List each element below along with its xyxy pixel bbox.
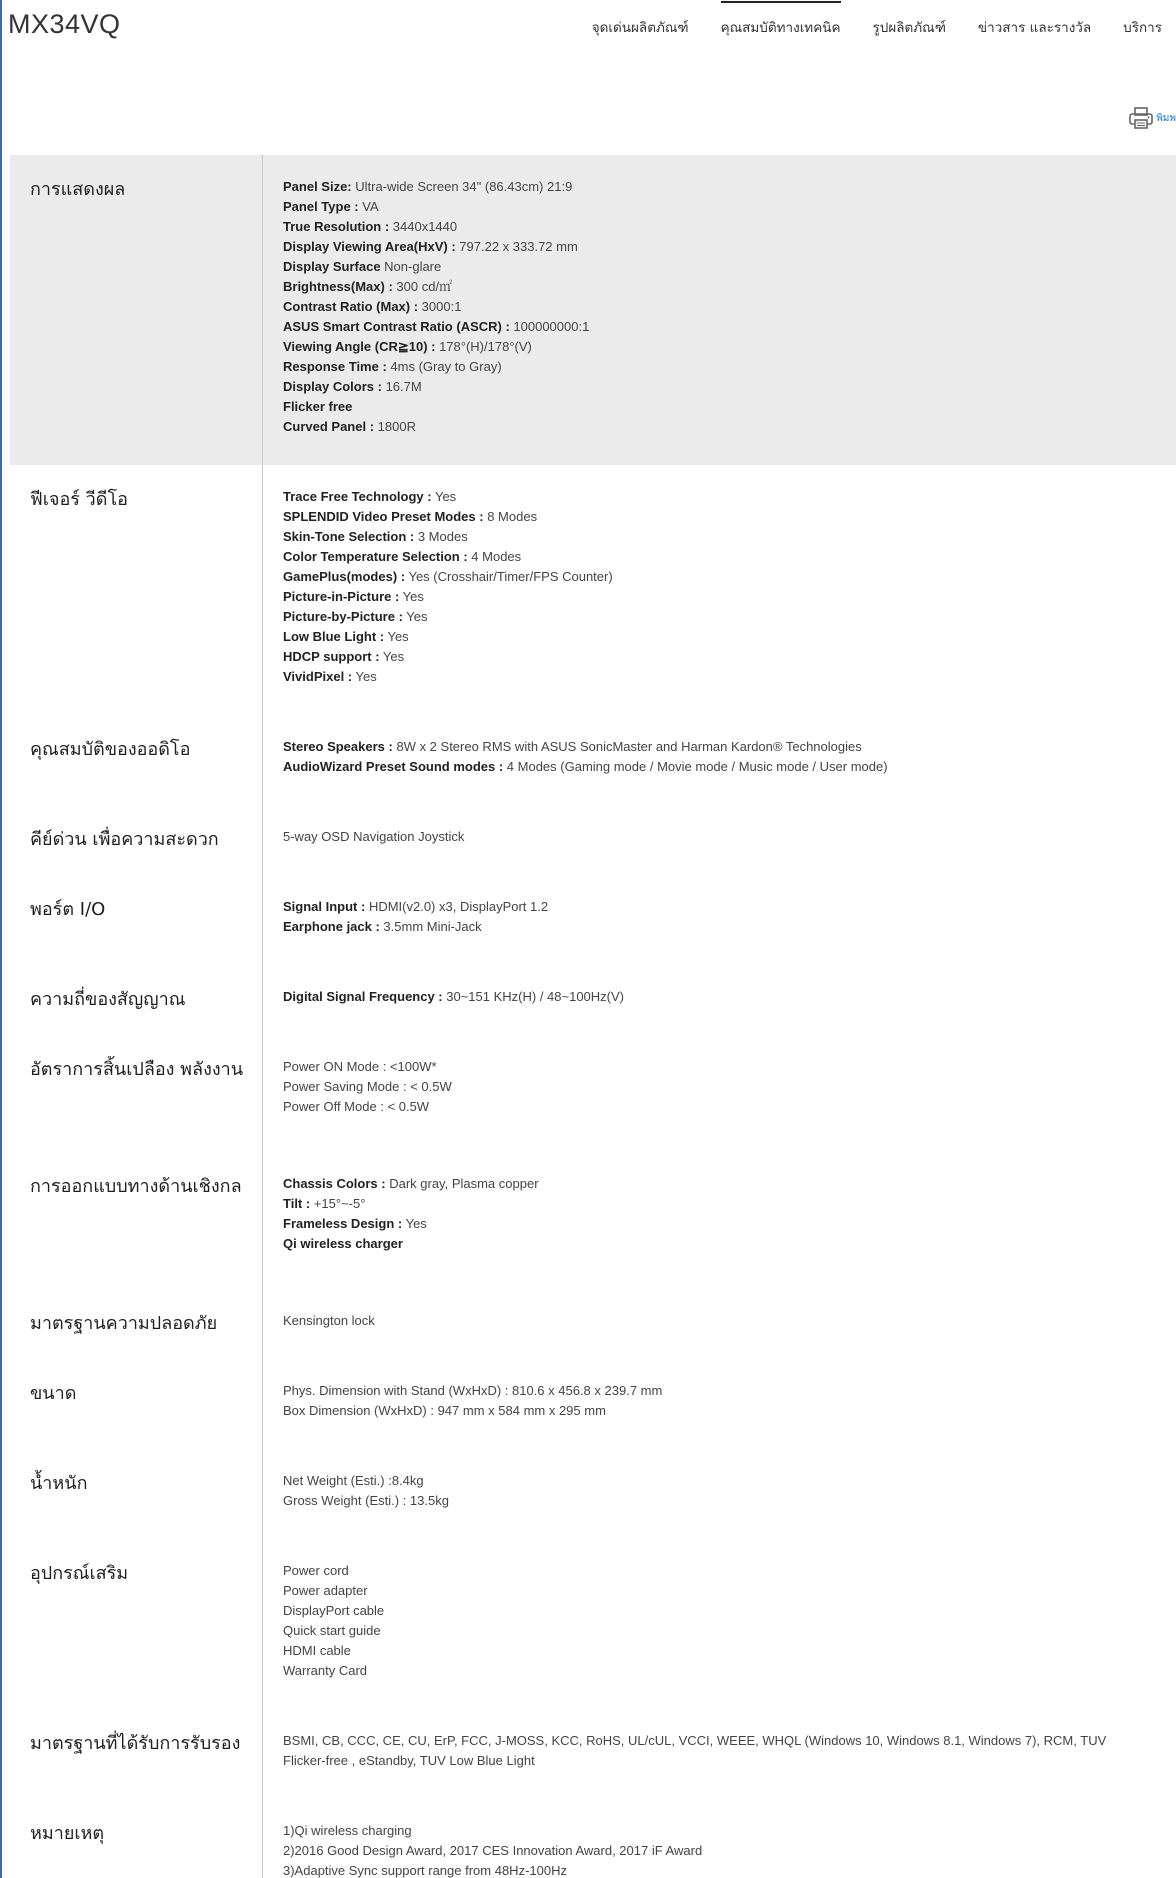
spec-line-key: Contrast Ratio (Max) : xyxy=(283,299,419,314)
spec-line-value: 797.22 x 333.72 mm xyxy=(455,239,578,254)
spec-line xyxy=(283,547,1176,567)
spec-line xyxy=(283,587,1176,607)
spec-line xyxy=(283,917,1176,937)
spec-line-value: Power Off Mode : < 0.5W xyxy=(283,1099,430,1114)
spec-line-value: 178°(H)/178°(V) xyxy=(435,339,532,354)
spec-line-value: 4ms (Gray to Gray) xyxy=(386,359,502,374)
spec-label: การแสดงผล xyxy=(10,155,263,465)
spec-line xyxy=(283,377,1176,397)
spec-line-key: Skin-Tone Selection : xyxy=(283,529,415,544)
spec-line xyxy=(283,1731,1176,1751)
spec-row-note xyxy=(10,1799,1176,1878)
spec-line-key: Tilt : xyxy=(283,1196,311,1211)
spec-line-value: Power ON Mode : <100W* xyxy=(283,1059,437,1074)
spec-row-mechanical-design xyxy=(10,1152,1176,1289)
spec-line-key: True Resolution : xyxy=(283,219,390,234)
spec-line-value: 300 cd/㎡ xyxy=(392,279,453,294)
spec-value xyxy=(263,1799,1176,1878)
spec-line xyxy=(283,1861,1176,1878)
spec-line-key: Trace Free Technology : xyxy=(283,489,432,504)
spec-value xyxy=(263,715,1176,805)
spec-line xyxy=(283,197,1176,217)
spec-line xyxy=(283,1174,1176,1194)
spec-line-key: Flicker free xyxy=(283,399,353,414)
nav-tab-news-awards[interactable]: ข่าวสาร และรางวัล xyxy=(977,20,1092,36)
spec-label: อุปกรณ์เสริม xyxy=(10,1539,263,1709)
spec-value xyxy=(263,1709,1176,1799)
spec-line-value: Yes (Crosshair/Timer/FPS Counter) xyxy=(405,569,613,584)
spec-line-value: Dark gray, Plasma copper xyxy=(385,1176,539,1191)
spec-row-signal-frequency xyxy=(10,965,1176,1035)
spec-label: มาตรฐานความปลอดภัย xyxy=(10,1289,263,1359)
spec-label: คุณสมบัติของออดิโอ xyxy=(10,715,263,805)
spec-line-key: Viewing Angle (CR≧10) : xyxy=(283,339,436,354)
spec-line-key: Frameless Design : xyxy=(283,1216,403,1231)
product-title: MX34VQ xyxy=(8,9,121,39)
spec-line-value: 3440x1440 xyxy=(389,219,458,234)
spec-line-key: Display Colors : xyxy=(283,379,382,394)
spec-line xyxy=(283,1621,1176,1641)
spec-line-key: SPLENDID Video Preset Modes : xyxy=(283,509,484,524)
spec-line xyxy=(283,647,1176,667)
spec-line-value: 4 Modes xyxy=(467,549,522,564)
spec-value xyxy=(263,875,1176,965)
spec-line-value: Kensington lock xyxy=(283,1313,375,1328)
spec-line xyxy=(283,1077,1176,1097)
spec-line xyxy=(283,1561,1176,1581)
spec-line xyxy=(283,177,1176,197)
spec-line-key: VividPixel : xyxy=(283,669,353,684)
spec-label: มาตรฐานที่ได้รับการรับรอง xyxy=(10,1709,263,1799)
spec-line xyxy=(283,827,1176,847)
spec-line-value: Yes xyxy=(399,589,424,604)
spec-line xyxy=(283,1491,1176,1511)
spec-line xyxy=(283,1401,1176,1421)
spec-line xyxy=(283,607,1176,627)
spec-line-value: Yes xyxy=(384,629,409,644)
spec-label: ขนาด xyxy=(10,1359,263,1449)
spec-line-value: 2)2016 Good Design Award, 2017 CES Innovation Award, 2017 iF Award xyxy=(283,1843,703,1858)
spec-line-key: Display Viewing Area(HxV) : xyxy=(283,239,456,254)
spec-line-value: Box Dimension (WxHxD) : 947 mm x 584 mm x 295 mm xyxy=(283,1403,606,1418)
spec-line-value: 16.7M xyxy=(381,379,422,394)
spec-value xyxy=(263,465,1176,715)
spec-line-value: Phys. Dimension with Stand (WxHxD) : 810.6 x 456.8 x 239.7 mm xyxy=(283,1383,663,1398)
spec-line-value: 3 Modes xyxy=(414,529,468,544)
spec-line-value: DisplayPort cable xyxy=(283,1603,385,1618)
spec-line xyxy=(283,1471,1176,1491)
spec-line xyxy=(283,317,1176,337)
product-nav xyxy=(560,16,1162,42)
spec-line-value: VA xyxy=(358,199,379,214)
spec-line xyxy=(283,1097,1176,1117)
spec-row-display xyxy=(10,155,1176,465)
spec-line-key: Stereo Speakers : xyxy=(283,739,393,754)
spec-line-value: 3000:1 xyxy=(418,299,462,314)
spec-line-value: HDMI(v2.0) x3, DisplayPort 1.2 xyxy=(365,899,549,914)
spec-line xyxy=(283,1841,1176,1861)
spec-row-accessories xyxy=(10,1539,1176,1709)
spec-line xyxy=(283,737,1176,757)
spec-line xyxy=(283,337,1176,357)
spec-row-video-features xyxy=(10,465,1176,715)
spec-line-value: 1)Qi wireless charging xyxy=(283,1823,412,1838)
spec-row-convenient-hotkey xyxy=(10,805,1176,875)
spec-line xyxy=(283,357,1176,377)
spec-line xyxy=(283,1661,1176,1681)
spec-line xyxy=(283,1581,1176,1601)
spec-value xyxy=(263,1289,1176,1359)
spec-line xyxy=(283,567,1176,587)
spec-line xyxy=(283,1057,1176,1077)
spec-line-key: Digital Signal Frequency : xyxy=(283,989,443,1004)
spec-row-dimensions xyxy=(10,1359,1176,1449)
spec-line-key: Display Surface xyxy=(283,259,381,274)
spec-label: การออกแบบทางด้านเชิงกล xyxy=(10,1152,263,1289)
spec-line-value: Power cord xyxy=(283,1563,349,1578)
spec-row-security xyxy=(10,1289,1176,1359)
spec-line-key: GamePlus(modes) : xyxy=(283,569,406,584)
spec-row-audio-features xyxy=(10,715,1176,805)
spec-label: ฟีเจอร์ วีดีโอ xyxy=(10,465,263,715)
spec-line-value: 1800R xyxy=(374,419,416,434)
spec-row-compliance xyxy=(10,1709,1176,1799)
spec-value xyxy=(263,155,1176,465)
spec-line-key: Picture-in-Picture : xyxy=(283,589,400,604)
spec-line-value: Flicker-free , eStandby, TUV Low Blue Light xyxy=(283,1753,535,1768)
spec-value xyxy=(263,1035,1176,1152)
spec-line-value: Power Saving Mode : < 0.5W xyxy=(283,1079,452,1094)
spec-line xyxy=(283,397,1176,417)
print-label[interactable]: พิมพ xyxy=(1156,112,1176,124)
spec-value xyxy=(263,965,1176,1035)
spec-line xyxy=(283,487,1176,507)
spec-label: หมายเหตุ xyxy=(10,1799,263,1878)
spec-line xyxy=(283,1194,1176,1214)
spec-line xyxy=(283,277,1176,297)
spec-row-weight xyxy=(10,1449,1176,1539)
spec-line-key: Panel Size: xyxy=(283,179,352,194)
spec-line xyxy=(283,1381,1176,1401)
spec-line-key: Low Blue Light : xyxy=(283,629,385,644)
spec-line-key: Panel Type : xyxy=(283,199,359,214)
spec-line-value: Gross Weight (Esti.) : 13.5kg xyxy=(283,1493,449,1508)
print-button[interactable] xyxy=(1128,106,1176,130)
nav-tab-tech-specs[interactable]: คุณสมบัติทางเทคนิค xyxy=(721,16,841,42)
spec-line-value: 100000000:1 xyxy=(509,319,590,334)
spec-label: ความถี่ของสัญญาณ xyxy=(10,965,263,1035)
spec-value xyxy=(263,1152,1176,1289)
product-header xyxy=(0,0,1176,56)
spec-value xyxy=(263,805,1176,875)
spec-line-key: Response Time : xyxy=(283,359,387,374)
spec-line xyxy=(283,1601,1176,1621)
spec-line-key: Earphone jack : xyxy=(283,919,380,934)
spec-value xyxy=(263,1539,1176,1709)
spec-line-value: Yes xyxy=(402,609,428,624)
spec-line-key: ASUS Smart Contrast Ratio (ASCR) : xyxy=(283,319,510,334)
spec-line xyxy=(283,1311,1176,1331)
spec-line xyxy=(283,757,1176,777)
spec-line-value: Yes xyxy=(402,1216,427,1231)
spec-line-value: Yes xyxy=(431,489,457,504)
spec-line-value: BSMI, CB, CCC, CE, CU, ErP, FCC, J-MOSS, KCC, RoHS, UL/cUL, VCCI, WEEE, WHQL (Windows 10, Windows 8.1, Windows 7), RCM, TUV xyxy=(283,1733,1107,1748)
spec-line-value: Power adapter xyxy=(283,1583,368,1598)
spec-line xyxy=(283,417,1176,437)
spec-line-key: Brightness(Max) : xyxy=(283,279,393,294)
nav-tab-support[interactable]: บริการ xyxy=(1123,20,1162,36)
window-left-edge xyxy=(0,0,2,1878)
spec-line xyxy=(283,1751,1176,1771)
spec-row-io-ports xyxy=(10,875,1176,965)
spec-line-value: +15°~-5° xyxy=(310,1196,366,1211)
spec-label: คีย์ด่วน เพื่อความสะดวก xyxy=(10,805,263,875)
spec-line xyxy=(283,527,1176,547)
spec-value xyxy=(263,1449,1176,1539)
spec-line-key: HDCP support : xyxy=(283,649,380,664)
spec-line-value: Yes xyxy=(379,649,405,664)
spec-line-value: 30~151 KHz(H) / 48~100Hz(V) xyxy=(442,989,625,1004)
spec-line xyxy=(283,1641,1176,1661)
spec-line xyxy=(283,627,1176,647)
spec-line-value: Ultra-wide Screen 34" (86.43cm) 21:9 xyxy=(351,179,573,194)
spec-line-value: 3)Adaptive Sync support range from 48Hz-100Hz xyxy=(283,1863,567,1878)
spec-line-value: Quick start guide xyxy=(283,1623,381,1638)
nav-tab-gallery[interactable]: รูปผลิตภัณฑ์ xyxy=(872,20,946,36)
printer-icon xyxy=(1128,106,1154,130)
spec-line-key: Picture-by-Picture : xyxy=(283,609,403,624)
spec-line xyxy=(283,297,1176,317)
spec-line xyxy=(283,987,1176,1007)
spec-line xyxy=(283,1214,1176,1234)
spec-line-value: 3.5mm Mini-Jack xyxy=(379,919,482,934)
spec-line xyxy=(283,897,1176,917)
spec-line-value: 8W x 2 Stereo RMS with ASUS SonicMaster and Harman Kardon® Technologies xyxy=(392,739,862,754)
spec-line xyxy=(283,1234,1176,1254)
spec-table xyxy=(10,155,1176,1878)
spec-line xyxy=(283,237,1176,257)
spec-line-value: 4 Modes (Gaming mode / Movie mode / Music mode / User mode) xyxy=(503,759,888,774)
spec-line xyxy=(283,217,1176,237)
nav-tab-highlights[interactable]: จุดเด่นผลิตภัณฑ์ xyxy=(591,20,689,36)
spec-line xyxy=(283,257,1176,277)
spec-line xyxy=(283,507,1176,527)
spec-line-key: AudioWizard Preset Sound modes : xyxy=(283,759,504,774)
spec-line xyxy=(283,1821,1176,1841)
spec-line-value: Net Weight (Esti.) :8.4kg xyxy=(283,1473,424,1488)
spec-line-value: HDMI cable xyxy=(283,1643,351,1658)
spec-label: พอร์ต I/O xyxy=(10,875,263,965)
spec-row-power-consumption xyxy=(10,1035,1176,1152)
spec-line-key: Chassis Colors : xyxy=(283,1176,386,1191)
spec-line-value: 5-way OSD Navigation Joystick xyxy=(283,829,465,844)
spec-label: น้ำหนัก xyxy=(10,1449,263,1539)
spec-line-key: Signal Input : xyxy=(283,899,366,914)
spec-line-key: Color Temperature Selection : xyxy=(283,549,468,564)
spec-line-value: Warranty Card xyxy=(283,1663,368,1678)
spec-line-key: Curved Panel : xyxy=(283,419,375,434)
spec-line-key: Qi wireless charger xyxy=(283,1236,403,1251)
spec-value xyxy=(263,1359,1176,1449)
spec-label: อัตราการสิ้นเปลือง พลังงาน xyxy=(10,1035,263,1152)
spec-line-value: Yes xyxy=(352,669,377,684)
spec-line-value: Non-glare xyxy=(380,259,442,274)
spec-line-value: 8 Modes xyxy=(483,509,538,524)
spec-line xyxy=(283,667,1176,687)
